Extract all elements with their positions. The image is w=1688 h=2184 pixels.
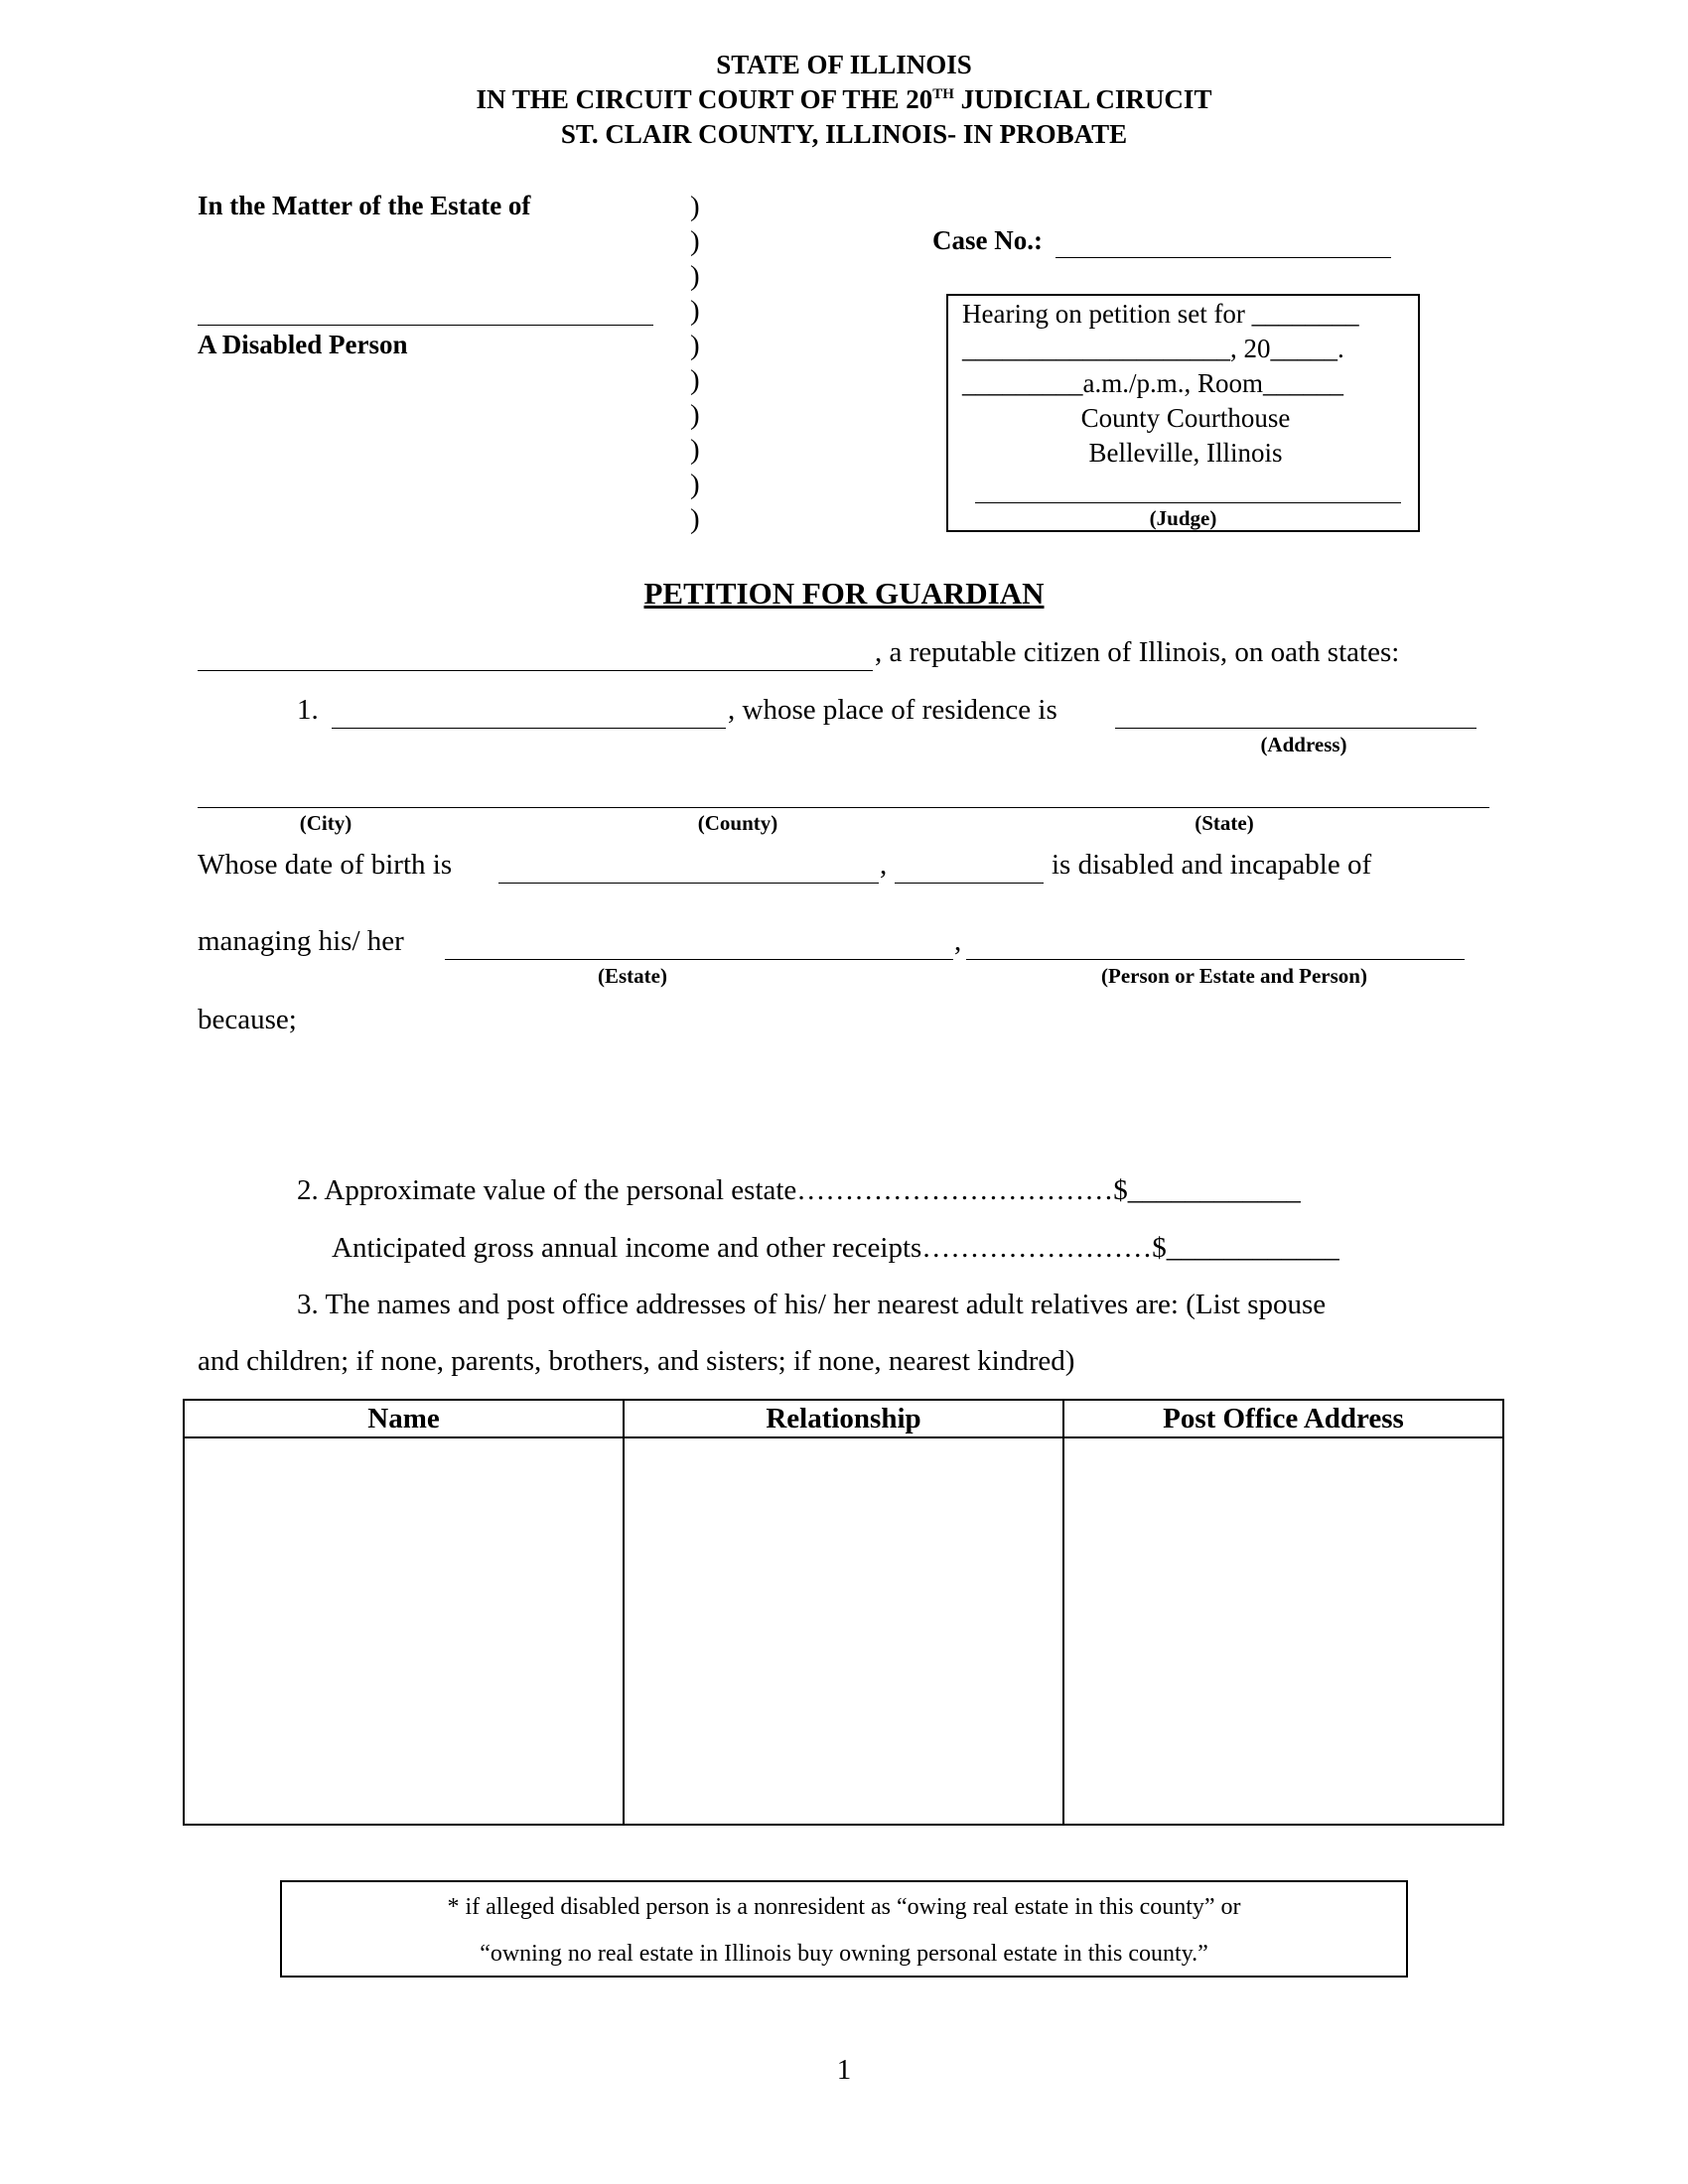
- dob-field[interactable]: [498, 883, 879, 884]
- court-header-line2-pre: IN THE CIRCUIT COURT OF THE 20: [476, 84, 933, 114]
- petitioner-text: , a reputable citizen of Illinois, on oath states:: [875, 636, 1400, 668]
- managing-text: managing his/ her: [198, 925, 404, 957]
- hearing-box: [946, 294, 1420, 532]
- relatives-table-header: [184, 1400, 1503, 1437]
- note-line1: * if alleged disabled person is a nonresident as “owing real estate in this county” or: [447, 1894, 1241, 1920]
- because-text: because;: [198, 1004, 297, 1035]
- paren: ): [690, 469, 700, 500]
- petitioner-name-line[interactable]: [198, 670, 873, 671]
- name-cell[interactable]: [184, 1437, 624, 1825]
- judge-label: (Judge): [1149, 506, 1217, 530]
- person-estate-field[interactable]: [966, 959, 1465, 960]
- nonresident-note-box: [280, 1880, 1408, 1978]
- court-header-line1: STATE OF ILLINOIS: [716, 50, 972, 79]
- hearing-courthouse: County Courthouse: [1080, 403, 1291, 433]
- item3-line2: and children; if none, parents, brothers, and sisters; if none, nearest kindred): [198, 1345, 1075, 1377]
- relationship-cell[interactable]: [624, 1437, 1063, 1825]
- dob-comma: ,: [880, 849, 888, 881]
- item1-text: , whose place of residence is: [728, 694, 1057, 726]
- address-line[interactable]: [1115, 728, 1477, 729]
- item1-number: 1.: [297, 694, 319, 726]
- respondent-name-line[interactable]: [332, 728, 726, 729]
- disabled-text: is disabled and incapable of: [1052, 849, 1372, 881]
- case-no-field[interactable]: [1055, 257, 1391, 258]
- estate-name-line[interactable]: [198, 325, 653, 326]
- paren: ): [690, 399, 700, 431]
- hearing-city: Belleville, Illinois: [1088, 438, 1283, 468]
- item2-personal-estate: 2. Approximate value of the personal estate……………………………$____________: [297, 1174, 1301, 1206]
- court-header-line2: [0, 84, 1688, 115]
- managing-comma: ,: [954, 925, 962, 957]
- state-label: (State): [1195, 811, 1254, 835]
- disabled-person-label: A Disabled Person: [198, 330, 408, 359]
- paren: ): [690, 434, 700, 466]
- person-estate-label: (Person or Estate and Person): [1101, 964, 1367, 988]
- address-label: (Address): [1260, 733, 1347, 756]
- judge-signature-line[interactable]: [975, 502, 1401, 503]
- court-header-line3: ST. CLAIR COUNTY, ILLINOIS- IN PROBATE: [560, 119, 1128, 149]
- estate-field[interactable]: [445, 959, 953, 960]
- hearing-line3: _________a.m./p.m., Room______: [962, 368, 1343, 398]
- county-label: (County): [697, 811, 778, 835]
- item3-line1: 3. The names and post office addresses of his/ her nearest adult relatives are: (List spouse: [297, 1289, 1327, 1320]
- city-county-state-line[interactable]: [198, 807, 1489, 808]
- city-label: (City): [299, 811, 352, 835]
- court-header-line2-post: JUDICIAL CIRUCIT: [953, 84, 1212, 114]
- case-no-label: Case No.:: [932, 225, 1043, 255]
- paren: ): [690, 503, 700, 535]
- dob-text: Whose date of birth is: [198, 849, 453, 881]
- table-row: [184, 1437, 1503, 1825]
- address-column-header: Post Office Address: [1063, 1400, 1503, 1437]
- relatives-table: [183, 1399, 1504, 1826]
- estate-of-label: In the Matter of the Estate of: [198, 191, 531, 220]
- paren: ): [690, 260, 700, 292]
- estate-label: (Estate): [598, 964, 667, 988]
- hearing-line2: ____________________, 20_____.: [962, 334, 1344, 363]
- page-number: 1: [836, 2054, 852, 2086]
- relationship-column-header: Relationship: [624, 1400, 1063, 1437]
- item2-annual-income: Anticipated gross annual income and other receipts……………………$____________: [332, 1232, 1339, 1264]
- address-cell[interactable]: [1063, 1437, 1503, 1825]
- paren: ): [690, 191, 700, 222]
- paren: ): [690, 364, 700, 396]
- paren: ): [690, 295, 700, 327]
- hearing-line1: Hearing on petition set for ________: [962, 299, 1359, 329]
- page-title: PETITION FOR GUARDIAN: [643, 576, 1045, 611]
- paren: ): [690, 330, 700, 361]
- name-column-header: Name: [184, 1400, 624, 1437]
- paren: ): [690, 225, 700, 257]
- age-field[interactable]: [895, 883, 1044, 884]
- court-header-line2-sup: TH: [932, 86, 954, 102]
- note-line2: “owning no real estate in Illinois buy owning personal estate in this county.”: [480, 1941, 1208, 1967]
